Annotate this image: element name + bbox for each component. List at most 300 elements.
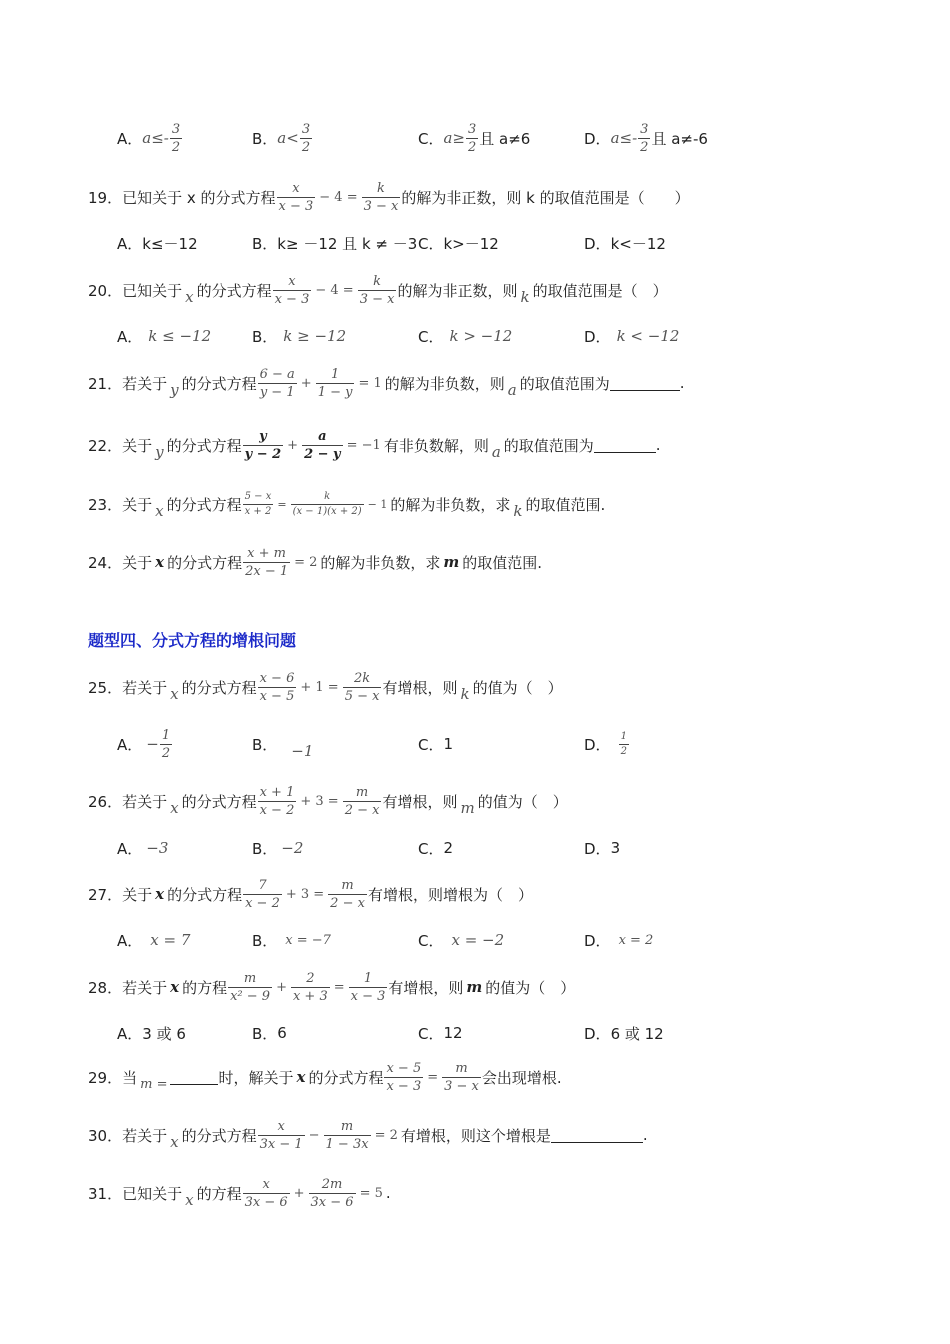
q19-option-d[interactable] <box>584 223 666 263</box>
equation <box>242 430 384 461</box>
equation <box>272 275 398 306</box>
option-label: D． <box>584 735 611 754</box>
question-text: 关于 <box>122 436 153 455</box>
equation <box>227 972 388 1003</box>
option-text: 6 <box>277 1024 287 1042</box>
denominator: 1 − y <box>317 384 353 400</box>
equation <box>257 1120 401 1151</box>
option-label: D． <box>584 1024 611 1043</box>
operator: + <box>287 437 299 453</box>
option-suffix: 且 a≠6 <box>479 129 531 148</box>
operator: + <box>300 375 312 391</box>
question-number: 28． <box>88 978 123 997</box>
question-text: 关于 <box>122 885 153 904</box>
option-label: B． <box>252 1024 278 1043</box>
variable: x <box>170 799 179 817</box>
option-label: C． <box>418 129 444 148</box>
q25-row <box>0 667 950 707</box>
numerator: 3 <box>301 121 311 137</box>
q22-stem <box>88 425 661 465</box>
fraction <box>309 1178 356 1209</box>
equation <box>276 182 402 213</box>
question-text: 的分式方程 <box>166 495 242 514</box>
equation <box>242 1178 386 1209</box>
option-text: k≤－12 <box>142 234 198 253</box>
numerator: 1 <box>330 366 340 382</box>
operator: + <box>293 1185 305 1201</box>
fraction <box>358 275 397 306</box>
q26-option-d[interactable] <box>584 828 620 868</box>
question-text: 的分式方程 <box>167 553 243 572</box>
option-label: B． <box>252 129 278 148</box>
q26-stem <box>88 781 568 821</box>
q28-stem <box>88 967 575 1007</box>
numerator: x <box>277 1118 285 1134</box>
fraction <box>258 672 297 703</box>
equation <box>257 786 383 817</box>
q20-stem <box>88 270 668 310</box>
variable: x <box>185 288 194 306</box>
option-math: a< <box>277 129 299 147</box>
question-number: 31． <box>88 1184 123 1203</box>
option-math: a≥ <box>443 129 465 147</box>
operator: = <box>333 979 345 995</box>
question-text: . <box>679 374 685 392</box>
q25-option-d[interactable] <box>584 724 630 764</box>
q20-options-row <box>0 316 950 356</box>
q27-options-row <box>0 920 950 960</box>
numerator: x + 1 <box>259 784 295 800</box>
q20-option-a[interactable] <box>117 316 211 356</box>
equation <box>257 672 383 703</box>
q27-option-d[interactable] <box>584 920 653 960</box>
option-text: 1 <box>443 735 454 753</box>
q31-row <box>0 1173 950 1213</box>
q29-row <box>0 1057 950 1097</box>
question-text: 的解为非正数，则 k 的取值范围是（ ） <box>401 188 690 207</box>
option-math: k ≤ −12 <box>148 327 212 345</box>
denominator: y − 2 <box>244 446 282 462</box>
operator: + 3 = <box>300 793 339 809</box>
numerator: k <box>373 273 382 289</box>
fraction <box>228 972 272 1003</box>
operator: = 1 <box>358 375 382 391</box>
numerator: 7 <box>258 877 267 893</box>
q28-option-c[interactable] <box>418 1013 463 1053</box>
question-text: 有增根，则这个增根是 <box>400 1126 551 1145</box>
question-text: 的分式方程 <box>308 1068 384 1087</box>
variable: x <box>170 978 180 996</box>
denominator: 5 − x <box>344 688 380 704</box>
option-math: x = 7 <box>150 931 191 949</box>
q26-options-row <box>0 828 950 868</box>
option-label: D． <box>584 234 611 253</box>
q27-option-a[interactable] <box>117 920 190 960</box>
q25-options-row <box>0 724 950 764</box>
q18-option-d[interactable] <box>584 118 708 158</box>
variable: x <box>155 553 165 571</box>
question-text: 有非负数解，则 <box>383 436 489 455</box>
operator: + 3 = <box>285 886 325 902</box>
fraction <box>243 879 282 910</box>
q24-row <box>0 542 950 582</box>
variable: k <box>520 288 530 306</box>
equation <box>242 492 391 517</box>
numerator: x <box>288 273 296 289</box>
question-text: 的分式方程 <box>181 374 257 393</box>
numerator: m <box>355 784 369 800</box>
numerator: 1 <box>620 730 627 742</box>
q27-row <box>0 874 950 914</box>
denominator: x − 3 <box>350 988 386 1004</box>
question-text: 关于 <box>122 495 153 514</box>
denominator: 2 <box>161 745 171 761</box>
option-text: k≥ －12 且 k ≠ －3 <box>277 234 418 253</box>
option-math: x = 2 <box>618 932 654 948</box>
q25-stem <box>88 667 563 707</box>
operator: − 4 = <box>315 282 354 298</box>
question-text: 的方程 <box>196 1184 242 1203</box>
operator: − <box>308 1127 320 1143</box>
q23-row <box>0 484 950 524</box>
answer-blank[interactable] <box>594 438 656 453</box>
fraction <box>291 972 330 1003</box>
numerator: 2m <box>321 1176 343 1192</box>
q20-option-d[interactable] <box>584 316 679 356</box>
option-text: k>－12 <box>443 234 499 253</box>
option-text: 6 或 12 <box>610 1024 664 1043</box>
option-math: x = −2 <box>451 931 505 949</box>
option-label: D． <box>584 327 611 346</box>
option-label: B． <box>252 735 278 754</box>
denominator: x − 3 <box>274 291 310 307</box>
option-label: A． <box>117 931 143 950</box>
fraction <box>466 123 478 154</box>
option-math: k ≥ −12 <box>283 327 347 345</box>
option-math: − <box>146 735 159 753</box>
answer-blank[interactable] <box>170 1070 218 1085</box>
question-text: . <box>655 436 661 454</box>
fraction <box>258 786 297 817</box>
q19-stem <box>88 177 690 217</box>
q19-option-b[interactable] <box>252 223 417 263</box>
fraction <box>328 879 367 910</box>
fraction <box>349 972 388 1003</box>
q29-stem <box>88 1057 562 1097</box>
denominator: 2 − y <box>304 446 341 462</box>
numerator: x − 5 <box>386 1060 422 1076</box>
question-text: 的取值范围是（ ） <box>532 281 668 300</box>
denominator: 3 − x <box>359 291 395 307</box>
question-text: 的分式方程 <box>166 436 242 455</box>
operator: + 1 = <box>300 679 339 695</box>
q19-options-row <box>0 223 950 263</box>
variable: m <box>443 553 460 571</box>
equation <box>242 879 368 910</box>
option-suffix: 且 a≠-6 <box>651 129 708 148</box>
denominator: (x − 1)(x + 2) <box>292 505 362 517</box>
operator: = 5 <box>359 1185 383 1201</box>
fraction <box>384 1062 423 1093</box>
fraction <box>243 547 290 578</box>
option-math: −3 <box>146 839 169 857</box>
numerator: m <box>341 877 354 893</box>
variable: k <box>460 685 470 703</box>
fraction <box>273 275 312 306</box>
q18-option-a[interactable] <box>117 118 183 158</box>
question-text: 当 <box>122 1068 138 1087</box>
variable: y <box>155 443 164 461</box>
denominator: 3 − x <box>444 1078 479 1094</box>
operator: = 2 <box>294 554 318 570</box>
fraction <box>362 182 401 213</box>
q25-option-c[interactable] <box>418 724 453 764</box>
question-text: 有增根，则 <box>382 792 458 811</box>
variable: x <box>170 1133 179 1151</box>
numerator: 3 <box>468 121 477 137</box>
question-text: 的值为（ ） <box>477 792 568 811</box>
fraction <box>160 729 172 760</box>
option-label: C． <box>418 735 444 754</box>
denominator: 3 − x <box>363 198 399 214</box>
denominator: x − 5 <box>259 688 295 704</box>
denominator: 2 <box>468 139 477 155</box>
question-text: 有增根，则增根为（ ） <box>367 885 533 904</box>
fraction <box>343 786 382 817</box>
denominator: 2 − x <box>344 802 380 818</box>
question-text: 会出现增根. <box>481 1068 562 1087</box>
denominator: 2 <box>171 139 181 155</box>
operator: = <box>427 1069 439 1085</box>
question-text: 的解为非正数，则 <box>397 281 518 300</box>
q30-row <box>0 1115 950 1155</box>
question-number: 25． <box>88 678 123 697</box>
numerator: m <box>455 1060 468 1076</box>
q28-option-a[interactable] <box>117 1013 186 1053</box>
fraction <box>277 182 316 213</box>
q18-option-c[interactable] <box>418 118 530 158</box>
variable: m <box>460 799 475 817</box>
q18-options-row <box>0 118 950 158</box>
denominator: x + 3 <box>292 988 328 1004</box>
fraction <box>170 123 182 154</box>
option-label: A． <box>117 129 143 148</box>
variable: m = <box>140 1076 168 1092</box>
question-text: 的分式方程 <box>181 792 257 811</box>
option-label: C． <box>418 1024 444 1043</box>
option-math: a≤- <box>142 129 169 147</box>
question-text: 的值为（ ） <box>472 678 563 697</box>
fraction <box>619 732 629 757</box>
variable: y <box>170 381 179 399</box>
q31-stem <box>88 1173 391 1213</box>
question-text: 已知关于 <box>122 281 183 300</box>
question-number: 24． <box>88 553 123 572</box>
question-text: . <box>385 1184 391 1202</box>
question-text: 的取值范围. <box>525 495 606 514</box>
fraction <box>300 123 312 154</box>
q27-option-b[interactable] <box>252 920 331 960</box>
q21-row <box>0 363 950 403</box>
question-text: 若关于 <box>122 1126 168 1145</box>
denominator: 2 <box>301 139 311 155</box>
denominator: x − 2 <box>259 802 295 818</box>
question-number: 21． <box>88 374 123 393</box>
variable: x <box>185 1191 194 1209</box>
question-text: 的分式方程 <box>196 281 272 300</box>
operator: = −1 <box>346 437 381 453</box>
denominator: x − 3 <box>386 1078 422 1094</box>
answer-blank[interactable] <box>551 1128 643 1143</box>
operator: = <box>277 497 287 511</box>
q26-option-a[interactable] <box>117 828 168 868</box>
option-label: C． <box>418 234 444 253</box>
q28-option-d[interactable] <box>584 1013 664 1053</box>
question-text: 时，解关于 <box>218 1068 294 1087</box>
numerator: m <box>340 1118 354 1134</box>
numerator: y <box>259 428 267 444</box>
numerator: 2k <box>353 670 371 686</box>
option-math: −2 <box>281 839 304 857</box>
question-text: 若关于 <box>122 978 168 997</box>
denominator: 3x − 6 <box>310 1194 354 1210</box>
option-label: A． <box>117 1024 143 1043</box>
question-text: 的解为非负数，求 <box>390 495 511 514</box>
option-text: 2 <box>443 839 454 857</box>
question-text: 的取值范围. <box>462 553 543 572</box>
option-label: D． <box>584 129 611 148</box>
q19-option-a[interactable] <box>117 223 198 263</box>
fraction <box>442 1062 481 1093</box>
variable: x <box>155 502 164 520</box>
numerator: 6 − a <box>259 366 295 382</box>
option-math: k > −12 <box>449 327 513 345</box>
option-label: B． <box>252 327 278 346</box>
q25-option-b[interactable] <box>252 724 316 764</box>
numerator: 3 <box>640 121 649 137</box>
q19-row <box>0 177 950 217</box>
variable: k <box>513 502 523 520</box>
option-math: k < −12 <box>616 327 680 345</box>
q27-stem <box>88 874 533 914</box>
variable: x <box>170 685 179 703</box>
question-text: 的分式方程 <box>181 678 257 697</box>
question-text: . <box>642 1126 648 1144</box>
question-text: 已知关于 <box>122 1184 183 1203</box>
fraction <box>243 492 274 517</box>
question-text: 关于 <box>122 553 153 572</box>
q21-stem <box>88 363 685 403</box>
variable: a <box>507 381 517 399</box>
question-number: 30． <box>88 1126 123 1145</box>
numerator: 3 <box>171 121 181 137</box>
operator: − 1 <box>367 497 388 511</box>
denominator: 2 <box>620 745 627 757</box>
option-label: C． <box>418 839 444 858</box>
question-text: 的解为非负数，求 <box>320 553 441 572</box>
answer-blank[interactable] <box>610 376 680 391</box>
numerator: x + m <box>247 545 286 561</box>
equation <box>257 368 385 399</box>
denominator: x − 3 <box>278 198 314 214</box>
q18-option-b[interactable] <box>252 118 313 158</box>
numerator: x − 6 <box>259 670 295 686</box>
option-math: x = −7 <box>285 932 331 948</box>
option-label: A． <box>117 735 143 754</box>
q28-option-b[interactable] <box>252 1013 287 1053</box>
q28-options-row <box>0 1013 950 1053</box>
fraction <box>638 123 650 154</box>
question-text: 的方程 <box>182 978 228 997</box>
variable: m <box>466 978 483 996</box>
numerator: k <box>324 490 331 502</box>
question-text: 的分式方程 <box>181 1126 257 1145</box>
question-text: 若关于 <box>122 374 168 393</box>
q26-option-b[interactable] <box>252 828 303 868</box>
denominator: 2x − 1 <box>245 563 289 579</box>
q20-row <box>0 270 950 310</box>
q23-stem <box>88 484 605 524</box>
question-text: 的分式方程 <box>167 885 243 904</box>
option-text: 12 <box>443 1024 463 1042</box>
fraction <box>343 672 382 703</box>
numerator: 1 <box>161 727 171 743</box>
option-label: D． <box>584 839 611 858</box>
operator: + <box>276 979 287 995</box>
fraction <box>258 368 297 399</box>
q20-option-c[interactable] <box>418 316 512 356</box>
option-text: 3 <box>610 839 621 857</box>
option-text: k<－12 <box>610 234 666 253</box>
variable: x <box>155 885 165 903</box>
question-number: 29． <box>88 1068 123 1087</box>
q24-stem <box>88 542 542 582</box>
q25-option-a[interactable] <box>117 724 173 764</box>
fraction <box>316 368 355 399</box>
question-text: 的解为非负数，则 <box>384 374 505 393</box>
option-math: a≤- <box>610 129 638 147</box>
q20-option-b[interactable] <box>252 316 346 356</box>
q30-stem <box>88 1115 648 1155</box>
q27-option-c[interactable] <box>418 920 504 960</box>
option-label: C． <box>418 931 444 950</box>
numerator: a <box>318 428 327 444</box>
q22-row <box>0 425 950 465</box>
question-text: 的取值范围为 <box>519 374 610 393</box>
q19-option-c[interactable] <box>418 223 499 263</box>
question-number: 20． <box>88 281 123 300</box>
option-label: C． <box>418 327 444 346</box>
fraction <box>291 492 364 517</box>
question-text: 已知关于 x 的分式方程 <box>122 188 276 207</box>
question-number: 19． <box>88 188 123 207</box>
fraction <box>243 430 284 461</box>
denominator: x − 2 <box>245 895 280 911</box>
q26-row <box>0 781 950 821</box>
option-label: A． <box>117 234 143 253</box>
denominator: x + 2 <box>244 505 272 517</box>
denominator: x² − 9 <box>230 988 271 1004</box>
question-text: 有增根，则 <box>388 978 464 997</box>
numerator: 5 − x <box>244 490 272 502</box>
numerator: x <box>292 180 300 196</box>
option-label: B． <box>252 234 278 253</box>
q26-option-c[interactable] <box>418 828 453 868</box>
question-number: 22． <box>88 436 123 455</box>
question-number: 26． <box>88 792 123 811</box>
question-number: 23． <box>88 495 123 514</box>
denominator: y − 1 <box>259 384 295 400</box>
